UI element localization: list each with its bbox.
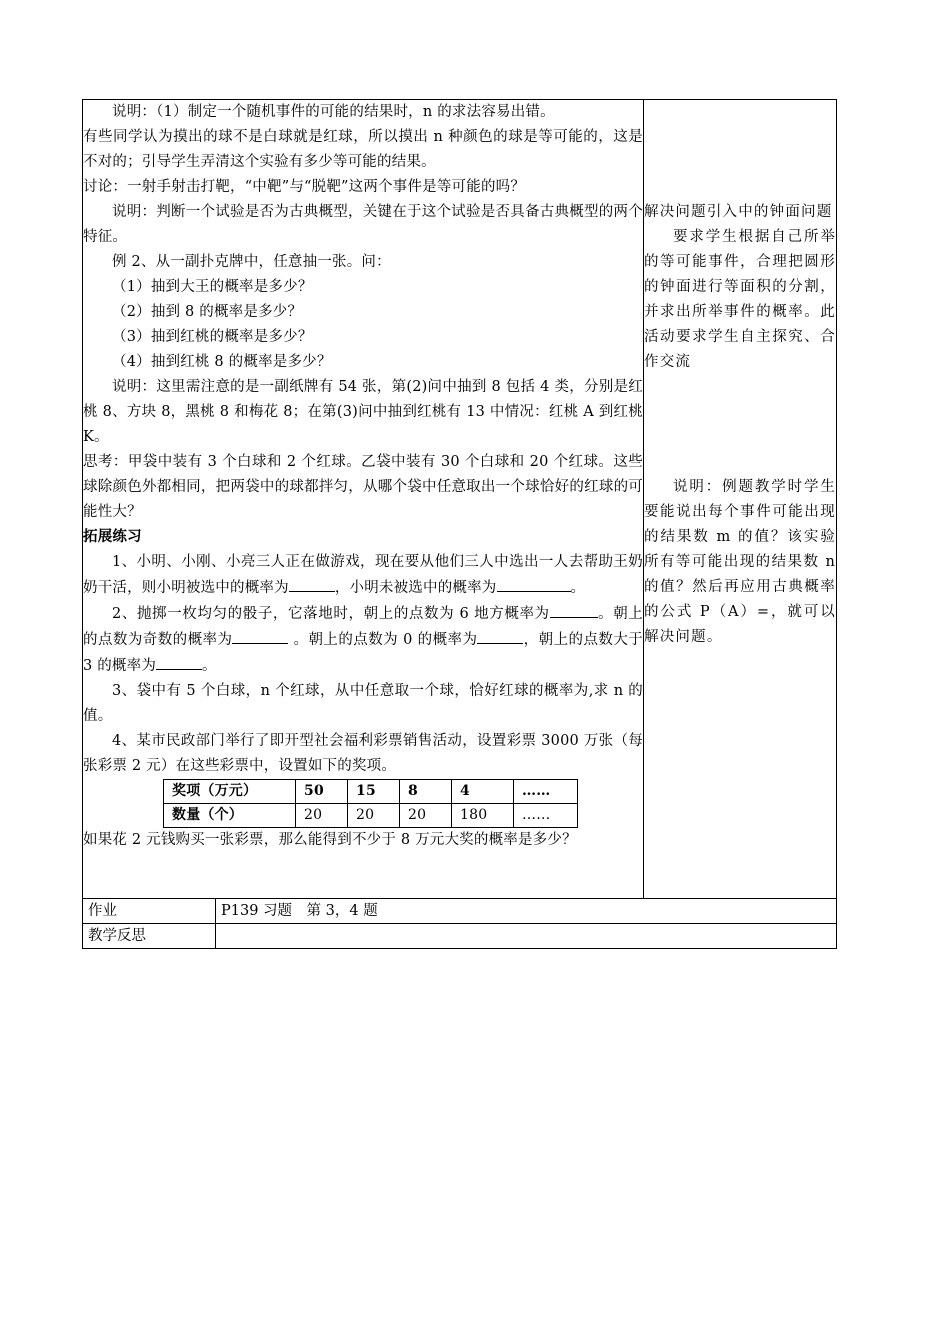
intent-text-1: 解决问题引入中的钟面问题 — [644, 204, 833, 220]
question-3: （3）抽到红桃的概率是多少？ — [112, 329, 313, 345]
right-spacer-mid — [644, 375, 836, 475]
exercise-4-question: 如果花 2 元钱购买一张彩票，那么能得到不少于 8 万元大奖的概率是多少？ — [83, 832, 577, 848]
prize-cell: 4 — [452, 780, 514, 804]
exercise-2-text-d: ，朝上的点数大于 3 的概率为 — [83, 632, 643, 674]
note1-rest: 有些同学认为摸出的球不是白球就是红球，所以摸出 n 种颜色的球是等可能的，这是不对的；引导学生弄清这个实验有多少等可能的结果。 — [83, 129, 644, 170]
question-2: （2）抽到 8 的概率是多少？ — [112, 304, 303, 320]
exercise-1-text-c: 。 — [570, 580, 586, 596]
exercise-2-blank-4 — [156, 653, 202, 670]
reflection-row — [83, 924, 837, 949]
count-header: 数量（个） — [164, 804, 296, 828]
intent-text-3: 说明：例题教学时学生要能说出每个事件可能出现的结果数 m 的值？该实验所有等可能出现的结果数 n 的值？然后再应用古典概率的公式 P（A）=，就可以解决问题。 — [644, 479, 837, 645]
prize-cell: 8 — [400, 780, 452, 804]
homework-label: 作业 — [83, 899, 216, 924]
prize-row-amount — [164, 780, 578, 804]
exercise-1-text-b: ，小明未被选中的概率为 — [334, 580, 497, 596]
exercise-2-text-b: 。朝上的点数为奇数的概率为 — [83, 606, 644, 648]
exercise-4: 4、某市民政部门举行了即开型社会福利彩票销售活动，设置彩票 3000 万张（每张彩票 2 元）在这些彩票中，设置如下的奖项。 — [83, 733, 644, 774]
content-row — [83, 100, 837, 899]
count-cell: …… — [514, 804, 578, 828]
count-cell: 180 — [452, 804, 514, 828]
lesson-plan-table — [82, 99, 837, 949]
question-4: （4）抽到红桃 8 的概率是多少？ — [112, 354, 332, 370]
exercise-1 — [83, 550, 643, 601]
count-cell: 20 — [296, 804, 348, 828]
exercise-2-text-e: 。 — [202, 658, 217, 674]
exercise-1-blank-2 — [497, 575, 571, 592]
prize-cell: 50 — [296, 780, 348, 804]
prize-row-count — [164, 804, 578, 828]
discussion: 讨论：一射手射击打靶，“中靶”与“脱靶”这两个事件是等可能的吗？ — [83, 179, 526, 195]
prize-header: 奖项（万元） — [164, 780, 296, 804]
count-cell: 20 — [400, 804, 452, 828]
think-question: 思考：甲袋中装有 3 个白球和 2 个红球。乙袋中装有 30 个白球和 20 个红球。这些球除颜色外都相同，把两袋中的球都拌匀，从哪个袋中任意取出一个球恰好的红球的可能性大？ — [83, 454, 644, 520]
homework-row — [83, 899, 837, 924]
exercise-2-blank-3 — [477, 627, 523, 644]
section-title: 拓展练习 — [83, 529, 142, 545]
count-cell: 20 — [348, 804, 400, 828]
prize-cell: 15 — [348, 780, 400, 804]
note1-line1: 说明：（1）制定一个随机事件的可能的结果时，n 的求法容易出错。 — [112, 104, 555, 120]
note3: 说明：这里需注意的是一副纸牌有 54 张，第(2)问中抽到 8 包括 4 类，分别是红桃 8、方块 8，黑桃 8 和梅花 8；在第(3)问中抽到红桃有 13 中情况：红桃 A 到红桃 K。 — [83, 379, 644, 445]
right-spacer-top — [644, 100, 836, 200]
lesson-plan-page — [82, 99, 836, 949]
exercise-2-text-c: 。朝上的点数为 0 的概率为 — [288, 632, 478, 648]
exercise-2-blank-2 — [232, 627, 288, 644]
design-intent-cell — [644, 100, 837, 899]
note2: 说明：判断一个试验是否为古典概型，关键在于这个试验是否具备古典概型的两个特征。 — [83, 204, 644, 245]
exercise-3: 3、袋中有 5 个白球，n 个红球，从中任意取一个球，恰好红球的概率为,求 n 的值。 — [83, 683, 644, 724]
reflection-value — [216, 924, 837, 949]
teaching-content-cell — [83, 100, 644, 899]
exercise-1-blank-1 — [289, 575, 335, 592]
question-1: （1）抽到大王的概率是多少？ — [112, 279, 313, 295]
example2: 例 2、从一副扑克牌中，任意抽一张。问： — [112, 254, 391, 270]
exercise-2-text-a: 2、抛掷一枚均匀的骰子，它落地时，朝上的点数为 6 地方概率为 — [112, 606, 550, 622]
exercise-1-text-a: 1、小明、小刚、小亮三人正在做游戏，现在要从他们三人中选出一人去帮助王奶奶干活，则小明被选中的概率为 — [83, 554, 644, 596]
prize-table — [163, 779, 578, 828]
intent-text-2: 要求学生根据自己所举的等可能事件，合理把圆形的钟面进行等面积的分割，并求出所举事件的概率。此活动要求学生自主探究、合作交流 — [644, 229, 837, 370]
reflection-label: 教学反思 — [83, 924, 216, 949]
homework-value: P139 习题 第 3，4 题 — [216, 899, 837, 924]
exercise-2-blank-1 — [550, 601, 598, 618]
prize-cell: …… — [514, 780, 578, 804]
exercise-2 — [83, 601, 643, 679]
